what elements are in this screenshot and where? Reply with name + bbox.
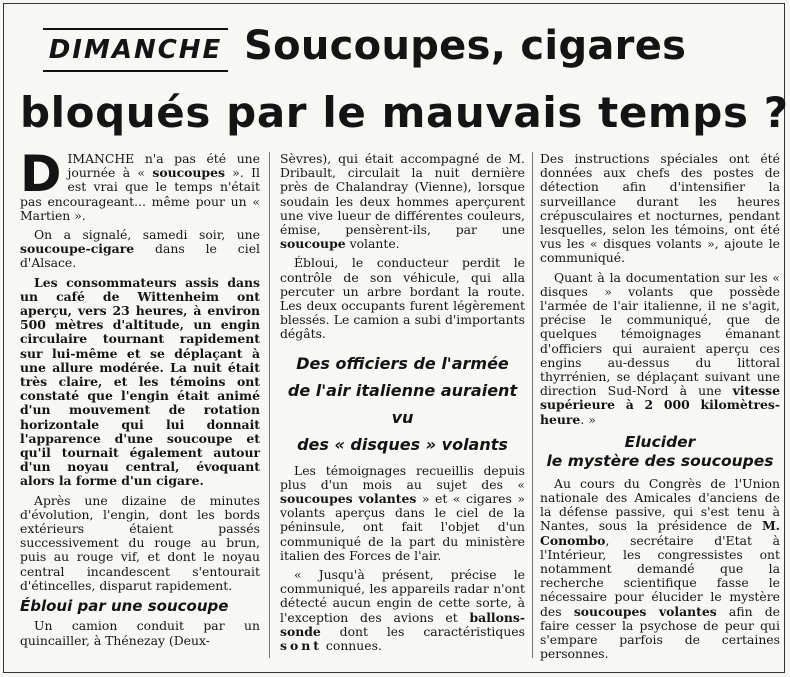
column-rule-2 xyxy=(532,152,533,658)
subheading-officiers: Des officiers de l'armée de l'air italienne auraient vu des « disques » volants xyxy=(287,353,518,454)
paragraph-temoignages: Les témoignages recueillis depuis plus d'un mois au sujet des « soucoupes volantes » et « cigares » volants aperçus dans le ciel de la péninsule, ont fait l'objet d'un communiqué de la part du ministère italien des Forces de l'air. xyxy=(280,462,525,563)
paragraph-radar: « Jusqu'à présent, précise le communiqué, les appareils radar n'ont détecté aucun engin de cette sorte, à l'exception des avions et ballons-sonde dont les caractéristiques sont connues. xyxy=(280,567,525,654)
column-3 xyxy=(540,152,780,667)
paragraph-accident: Ébloui, le conducteur perdit le contrôle de son véhicule, qui alla percuter un arbre bordant la route. Les deux occupants furent légèrement blessés. Le camion a subi d'importants dégâts. xyxy=(280,255,525,342)
kicker-rule-top xyxy=(43,28,228,30)
drop-cap: D xyxy=(20,145,62,203)
headline-line-2: bloqués par le mauvais temps ? xyxy=(20,88,789,137)
kicker-rule-bottom xyxy=(43,70,228,72)
column-rule-1 xyxy=(269,152,270,658)
paragraph-documentation: Quant à la documentation sur les « disques » volants que possède l'armée de l'air italienne, il ne s'agit, précise le communiqué, que de quelques témoignages émanant d'officiers qui auraient aperçu ces engins au-dessus du littoral thyrrénien, se déplaçant suivant une direction Sud-Nord à une vitesse supérieure à 2 000 kilomètres-heure. » xyxy=(540,269,780,427)
subheading-ebloui: Ébloui par une soucoupe xyxy=(20,597,229,616)
paragraph-alsace: On a signalé, samedi soir, une soucoupe-cigare dans le ciel d'Alsace. xyxy=(20,227,260,271)
subheading-elucider: Elucider le mystère des soucoupes xyxy=(546,432,774,470)
paragraph-camion-end: Sèvres), qui était accompagné de M. Dribault, circulait la nuit dernière près de Chalandray (Vienne), lorsque soudain les deux hommes aperçurent une vive lueur de différentes couleurs, émise, pensèrent-ils, par une soucoupe volante. xyxy=(280,151,525,252)
paragraph-camion-start: Un camion conduit par un quincailler, à Thénezay (Deux- xyxy=(20,618,260,648)
column-2 xyxy=(280,152,525,658)
paragraph-wittenheim: Les consommateurs assis dans un café de Wittenheim ont aperçu, vers 23 heures, à environ 500 mètres d'altitude, un engin circulaire tournant rapidement sur lui-même et se déplaçant à une allure modérée. La nuit était très claire, et les témoins ont constaté que l'engin était animé d'un mouvement de rotation horizontale qui lui donnait l'apparence d'une soucoupe et qu'il tournait également autour d'un noyau central, évoquant alors la forme d'un cigare. xyxy=(20,274,260,489)
paragraph-congres: Au cours du Congrès de l'Union nationale des Amicales d'anciens de la défense passive, qui s'est tenu à Nantes, sous la présidence de M. Conombo, secrétaire d'Etat à l'Intérieur, les congressistes ont notamment demandé que la recherche scientifique fasse le nécessaire pour élucider le mystère des soucoupes volantes afin de faire cesser la psychose de peur qui s'empare parfois de certaines personnes. xyxy=(540,475,780,662)
kicker: DIMANCHE xyxy=(48,35,223,65)
intro-lead: IMANCHE xyxy=(67,151,135,166)
headline-line-1: Soucoupes, cigares xyxy=(244,23,687,69)
column-1 xyxy=(20,145,260,653)
paragraph-instructions: Des instructions spéciales ont été données aux chefs des postes de détection afin d'intensifier la surveillance durant les heures crépusculaires et nocturnes, pendant lesquelles, selon les témoins, ont été vus les « disques volants », ajoute le communiqué. xyxy=(540,151,780,266)
paragraph-evolution: Après une dizaine de minutes d'évolution, l'engin, dont les bords extérieurs étaient passés successivement du rouge au brun, puis au rouge vif, et dont le noyau central incandescent s'entourait d'étincelles, disparut rapidement. xyxy=(20,492,260,593)
paragraph-intro: DIMANCHE n'a pas été une journée à « soucoupes ». Il est vrai que le temps n'était pas encourageant... même pour un « Martien ». xyxy=(20,145,260,223)
